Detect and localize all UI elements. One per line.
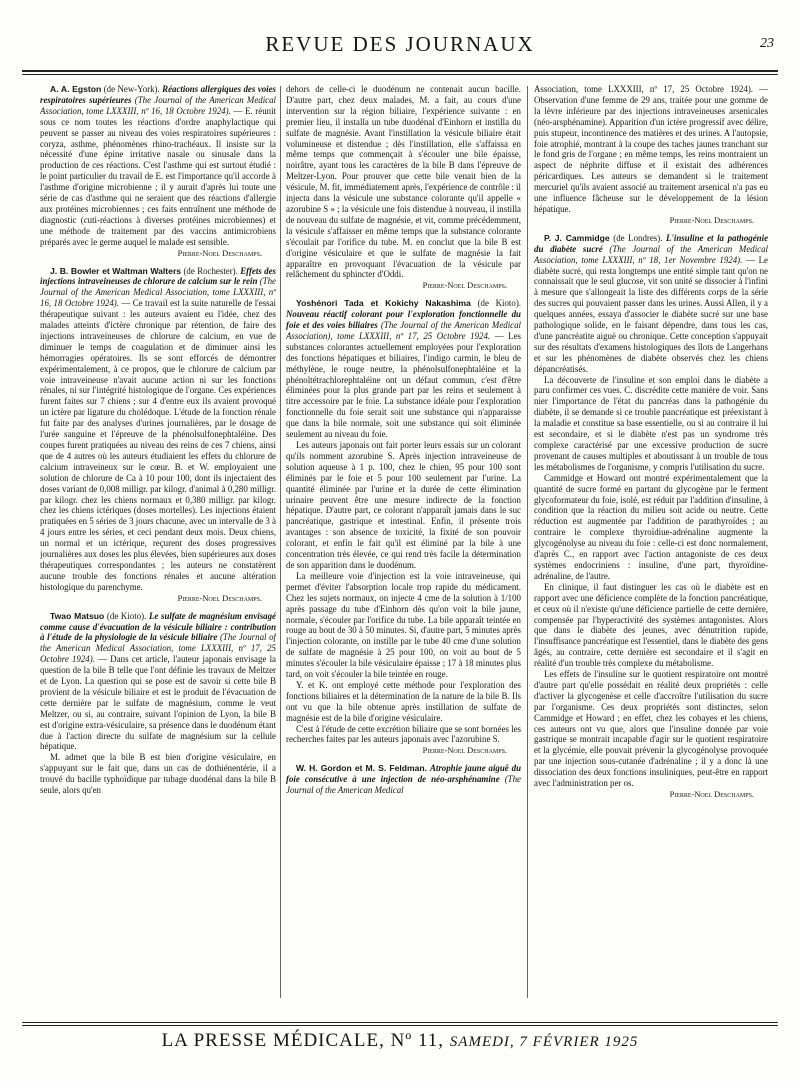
- article-signature: Pierre-Noel Deschamps.: [177, 248, 262, 258]
- footer-text: [22, 1030, 778, 1052]
- footer-issue: Nº 11,: [390, 1030, 445, 1051]
- article-signature: Pierre-Noel Deschamps.: [669, 215, 754, 225]
- article-paragraph: [40, 611, 276, 753]
- article: [534, 233, 768, 801]
- footer-journal: LA PRESSE MÉDICALE,: [161, 1030, 385, 1051]
- article-paragraph: Y. et K. ont employé cette méthode pour l'exploration des fonctions biliaires et la détermination de la nature de la bile B. Ils ont vu que la bile obtenue après instillation de sulfate de magnésie est de la bile d'origine vésiculaire.: [286, 679, 521, 723]
- header-rule-thin: [22, 74, 778, 75]
- article-signature: Pierre-Noel Deschamps.: [422, 281, 507, 291]
- article-paragraph: M. admet que la bile B est bien d'origine vésiculaire, en s'appuyant sur le fait que, dans un cas de dothiénentérie, il a trouvé du bacille typhoïdique par tubage duodénal dans la bile B seule, alors qu'en: [40, 752, 276, 796]
- article-paragraph: dehors de celle-ci le duodénum ne contenait aucun bacille. D'autre part, chez deux malades, M. a fait, au cours d'une intervention sur la région biliaire, l'expérience suivante : en premier lieu, il installa un tube duodénal d'Einhorn et instilla du sulfate de magnésie. Avant l'instillation la vésicule biliaire était volumineuse et distendue ; dès l'instillation, elle s'affaissa en même temps que commençait à s'écouler une bile épaisse, noirâtre, ayant tous les caractères de la bile B dans l'épreuve de Meltzer-Lyon. Pour prouver que cette bile venait bien de la vésicule, M. fit, immédiatement après, l'expérience de contrôle : il injecta dans la vésicule une substance colorante qu'il appelle « azorubine S » ; la vésicule une fois distendue à nouveau, il instilla de nouveau du sulfate de magnésie, et vit, comme précédemment, la vésicule s'affaisser en même temps que la substance colorante s'écoulait par l'orifice du tube. M. en conclut que la bile B est d'origine vésiculaire et que le sulfate de magnésie la fait apparaître en provoquant l'évacuation de la vésicule par relâchement du sphincter d'Oddi.: [286, 84, 521, 280]
- article-source: (The Journal of the American Medical Association, tome LXXXIII, nº 16, 18 Octobre 1924).: [40, 94, 276, 116]
- article-author: W. H. Gordon et M. S. Feldman.: [296, 763, 428, 774]
- article-paragraph: La meilleure voie d'injection est la voie intraveineuse, qui permet d'éviter l'absorption locale trop rapide du médicament. Chez les sujets normaux, on injecte 4 cme de la solution à 1/100 après passage du tube d'Einhorn dès qu'on voit la bile jaune, normale, s'écouler par l'orifice du tube. La bile apparaît teintée en rouge au bout de 30 à 50 minutes. Si, d'autre part, 5 minutes après l'injection colorante, on instille par le tube 40 cme d'une solution de sulfate de magnésie à 25 pour 100, on voit au bout de 5 minutes s'écouler la bile vésiculaire épaisse ; 17 à 18 minutes plus tard, on voit s'écouler la bile teintée en rouge.: [286, 570, 521, 680]
- article-text: — Ce travail est la suite naturelle de l'essai thérapeutique suivant : les auteurs avaient eu l'idée, chez des malades atteints d'ictère chronique par rétention, de faire des injections intraveineuses de chlorure de calcium, en vue de diminuer le temps de coagulation et de diminuer ainsi les hémorragies opératoires. Ils se sont efforcés de démontrer expérimentalement, à ce propos, que le chlorure de calcium par voie intraveineuse n'avait aucune action ni sur les fonctions rénales, ni sur l'intégrité histologique de l'organe. Ces expériences furent faites sur 7 chiens ; sur 4 d'entre eux ils avaient provoqué un ictère par ligature du cholédoque. L'étude de la fonction rénale fut faite par des analyses d'urines journalières, par le dosage de l'urée sanguine et l'épreuve de la phénolsulfonephtaléine. Des coupes furent pratiquées au niveau des reins de ces 7 chiens, ainsi que de 4 autres où les auteurs étudiaient les effets du chlorure de calcium intraveineux sur le cœur. B. et W. employaient une solution de chlorure de Ca à 10 pour 100, dont ils injectaient des doses variant de 0,008 milligr. par kilogr. d'animal à 0,280 milligr. par kilogr. chez les chiens normaux et 0,380 milligr. par kilogr. chez les chiens ictériques (doses mortelles). Les injections étaient pratiquées en 5 séries de 3 jours chacune, avec un intervalle de 3 à 4 jours entre les séries, et ceci pendant deux mois. Deux chiens, un normal et un ictérique, reçurent des doses progressives journalières aux doses les plus élevées, bien supérieures aux doses thérapeutiques correspondantes ; les auteurs ne constatèrent aucune trouble des fonctions rénales et aucune altération histologique du parenchyme.: [40, 298, 276, 592]
- article-paragraph: Les effets de l'insuline sur le quotient respiratoire ont montré d'autre part qu'elle possédait en réalité deux propriétés : celle d'activer la glycogenèse et celle d'accroître l'utilisation du sucre par l'organisme. Ces deux propriétés sont distinctes, selon Cammidge et Howard ; en effet, chez les cobayes et les chiens, ces auteurs ont vu que, alors que l'insuline donnée par voie gastrique se montrait incapable d'agir sur le quotient respiratoire et la glycémie, elle pouvait prévenir la glycogénolyse provoquée par une injection sous-cutanée d'adrénaline ; il y a donc là une dissociation des deux fonctions insuliniques, peut-être en rapport avec l'administration per os.: [534, 669, 768, 789]
- article-author: J. B. Bowler et Waltman Walters: [50, 265, 182, 276]
- article-title: Atrophie jaune aiguë du foie consécutive à une injection de néo-arsphénamine: [286, 763, 521, 785]
- article-author: Yoshénori Tada et Kokichy Nakashima: [296, 298, 471, 309]
- section-title: REVUE DES JOURNAUX: [265, 32, 535, 56]
- article-paragraph: [286, 763, 521, 796]
- article: [286, 84, 521, 292]
- article-paragraph: [40, 84, 276, 248]
- article-title: L'insuline et la pathogénie du diabète sucré: [534, 232, 768, 254]
- article-source: (The Journal of the American Medical Association), tome LXXXIII, nº 17, 25 Octobre 1924.: [286, 320, 521, 341]
- article: [40, 266, 276, 605]
- article-paragraph: Cammidge et Howard ont montré expérimentalement que la quantité de sucre formé en partant du glycogène par le ferment glycoformateur du foie, isolé, est réduit par l'addition d'insuline, à condition que la réaction du milieu soit acide ou neutre. Cette réduction est augmentée par l'addition de parathyroïdes ; au contraire le complexe thyroïdiue-adrénaline augmente la glycogénolyse au niveau du foie : celle-ci est donc normalement, d'après C., en rapport avec l'action antagoniste de ces deux systèmes endocriniens : insuline, d'une part, thyroïdine-adrénaline, de l'autre.: [534, 472, 768, 581]
- article-affiliation: (de Rochester).: [183, 265, 238, 276]
- article-signature: Pierre-Noel Deschamps.: [177, 593, 262, 603]
- article-paragraph: [286, 298, 521, 440]
- article-source: (The Journal of the American Medical Association, tome LXXXIII, nº 16, 18 Octobre 1924).: [40, 276, 276, 309]
- article-text: — Dans cet article, l'auteur japonais envisage la question de la bile B telle que l'ont définie les travaux de Meltzer et de Lyon. La question qui se pose est de savoir si cette bile B provient de la vésicule biliaire et est le produit de l'évacuation de cette dernière par le sulfate de magnésium, comme le veut Meltzer, ou si, au contraire, suivant l'opinion de Lyon, la bile B est d'origine extra-vésiculaire, sa présence dans le duodénum étant due à l'action directe du sulfate de magnésium sur la cellule hépatique.: [40, 654, 276, 752]
- footer-rule: [22, 1022, 778, 1023]
- page-number: 23: [760, 36, 774, 51]
- article-author: P. J. Cammidge: [544, 232, 610, 243]
- article-paragraph: La découverte de l'insuline et son emploi dans le diabète a paru confirmer ces vues. C. discrédite cette manière de voir. Sans nier l'importance de l'état du pancréas dans la pathogénie du diabète, il se demande si ce trouble pancréatique est préexistant à la maladie et constitue sa base essentielle, ou si au contraire il lui est secondaire, et si le diabète n'est pas un syndrome très complexe caractérisé par une excessive production de sucre provenant de causes multiples et aboutissant à un trouble de tous les métabolismes de l'organisme, y compris l'utilisation du sucre.: [534, 374, 768, 472]
- article-author: A. A. Egston: [50, 84, 102, 94]
- article-paragraph: [40, 266, 276, 593]
- column-3: [534, 84, 768, 1002]
- article-paragraph: Association, tome LXXXIII, nº 17, 25 Octobre 1924). — Observation d'une femme de 29 ans, traitée pour une gomme de la lèvre inférieure par des injections intraveineuses arsenicales (néo-arsphénamine). Apparition d'un ictère progressif avec délire, puis stupeur, incontinence des matières et des urines. A l'autopsie, foie atrophié, montrant à la coupe des taches jaunes tranchant sur le fond gris de l'organe ; en même temps, les reins montraient un aspect de néphrite diffuse et il existait des adhérences péricardiques. Les auteurs se demandent si le traitement mercuriel qu'ils avaient associé au traitement arsenical n'a pas eu une influence fâcheuse sur le développement de la lésion hépatique.: [534, 84, 768, 214]
- column-divider: [527, 86, 528, 998]
- article-title: Nouveau réactif colorant pour l'exploration fonctionnelle du foie et des voies biliaires: [286, 309, 521, 331]
- column-divider: [280, 86, 281, 998]
- article: [534, 84, 768, 227]
- article-paragraph: Les auteurs japonais ont fait porter leurs essais sur un colorant qu'ils nomment azorubine S. Après injection intraveineuse de solution aqueuse à 1 p. 100, chez le chien, 95 pour 100 sont éliminés par le foie et 5 pour 100 seulement par l'urine. La quantité éliminée par l'urine et la durée de cette élimination urinaire peuvent être une mesure indirecte de la fonction hépatique. D'autre part, ce colorant n'apparaît jamais dans le suc pancréatique, gastrique et intestinal. Enfin, il présente trois avantages : son absence de toxicité, la fixité de son pouvoir colorant, et enfin le fait qu'il est éliminé par la bile à une concentration très élevée, ce qui rend très facile la détermination de son apparition dans le duodénum.: [286, 440, 521, 570]
- article-paragraph: C'est à l'étude de cette excrétion biliaire que se sont bornées les recherches faites par les auteurs japonais avec l'azorubine S.: [286, 723, 521, 745]
- article-title: Le sulfate de magnésium envisagé comme cause d'évacuation de la vésicule biliaire : contribution à l'étude de la physiologie de la vésicule biliaire: [40, 610, 276, 643]
- footer-rule-thin: [22, 1025, 778, 1026]
- article-affiliation: (de Kioto).: [477, 298, 521, 309]
- article-affiliation: (de Londres).: [613, 232, 663, 243]
- article-affiliation: (de New-York).: [103, 84, 160, 94]
- article-title: Réactions allergiques des voies respiratoires supérieures: [40, 84, 276, 105]
- article-title: Effets des injections intraveineuses de chlorure de calcium sur le rein: [40, 265, 276, 287]
- article-text: — E. réunit sous ce nom toutes les réactions d'ordre anaphylactique qui peuvent se passer au niveau des voies respiratoires supérieures : coryza, asthme, phénomènes rhino-trachéaux. Il insiste sur la nécessité d'une épine irritative nasale ou sinusale dans la production de ces réactions. C'est l'asthme qui est surtout étudié : le point particulier du travail de E. est l'importance qu'il accorde à l'asthme d'origine microbienne ; il y aurait d'après lui toute une série de cas d'asthme qui ne seraient que des réactions d'allergie aux protéines microbiennes ; ces faits entraînent une méthode de diagnostic (cuti-réactions à diverses protéines microbiennes) et une méthode de traitement par des vaccins antimicrobiens préparés avec le germe auquel le malade est sensible.: [40, 105, 276, 247]
- article-text: — Le diabète sucré, qui resta longtemps une entité simple tant qu'on ne connaissait que le seul glucose, vit son unité se dissocier à l'infini à mesure que s'allongeait la liste des différents corps de la série des sucres qui pouvaient passer dans les urines. Aussi Allen, il y a quelques années, essaya d'associer le diabète sucré sur une base pathologique solide, en le faisant dépendre, dans tous les cas, d'une pancréatite aiguë ou chronique. Cette conception s'appuyait sur des résultats d'examens histologiques des îlots de Langerhans et sur les phénomènes de diabète observés chez les chiens dépancréatisés.: [534, 254, 768, 374]
- article-signature: Pierre-Noel Deschamps.: [669, 790, 754, 799]
- article-signature: Pierre-Noel Deschamps.: [422, 746, 507, 756]
- column-1: [40, 84, 276, 1002]
- article: [40, 84, 276, 260]
- column-2: [286, 84, 521, 1002]
- page-footer: [22, 1008, 778, 1068]
- article-source: (The Journal of the American Medical: [286, 774, 521, 796]
- page-header: [22, 10, 778, 78]
- article: [40, 611, 276, 796]
- article-source: (The Journal of the American Medical Association, tome LXXXIII, nº 17, 25 Octobre 1924).: [40, 632, 276, 665]
- header-rule: [22, 70, 778, 72]
- article-author: Twao Matsuo: [50, 610, 105, 621]
- article-paragraph: [534, 233, 768, 375]
- article: [286, 298, 521, 757]
- footer-date: SAMEDI, 7 FÉVRIER 1925: [449, 1034, 639, 1050]
- article-text: — Les substances colorantes actuellement employées pour l'exploration des fonctions hépatiques et biliaires, l'indigo carmin, le bleu de méthylène, le rouge neutre, la phénolsulfonephtaléine et la phénoltétrachlorephtaléine ont un défaut commun, c'est d'être éliminées pour la plus grande part par les reins et seulement à titre accessoire par le foie. La substance idéale pour l'exploration fonctionnelle du foie serait soit une substance qui n'apparaisse que dans la bile normale, soit une substance qui soit éliminée seulement au niveau du foie.: [286, 330, 521, 440]
- article-source: (The Journal of the American Medical Association, tome LXXXIII, nº 18, 1er Novembre 1924).: [534, 243, 768, 265]
- article-affiliation: (de Kioto).: [106, 610, 147, 621]
- article-paragraph: En clinique, il faut distinguer les cas où le diabète est en rapport avec une déficience complète de la fonction pancréatique, et ceux où il n'existe qu'une déficience partielle de cette dernière, compensée par l'hyperactivité des systèmes antagonistes. Alors que dans le diabète des jeunes, avec dénutrition rapide, l'insuffisance pancréatique est l'essentiel, dans le diabète des gens âgés, au contraire, cette dernière est secondaire et il s'agit en réalité d'un trouble très complexe du métabolisme.: [534, 581, 768, 669]
- article: [286, 763, 521, 796]
